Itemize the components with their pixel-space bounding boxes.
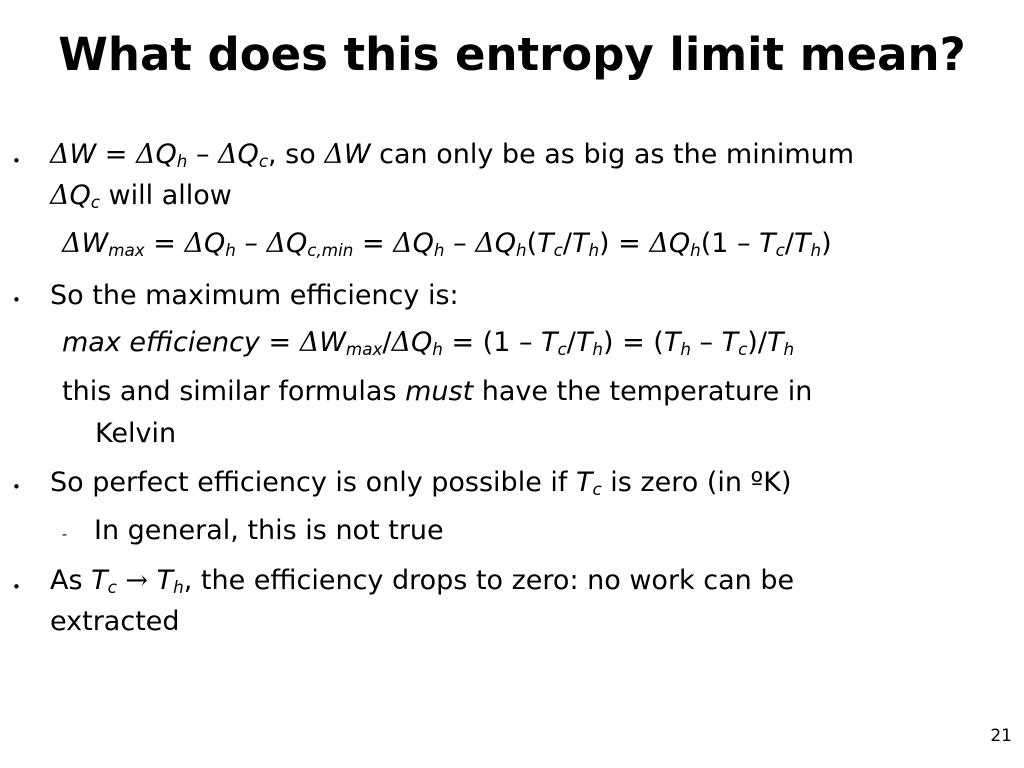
slide-title: What does this entropy limit mean? bbox=[58, 28, 966, 81]
line-efficiency-drops: As $T_c \to T_h$, the efficiency drops to zero: no work can be bbox=[50, 565, 795, 598]
line-similar-formulas: this and similar formulas must have the temperature in bbox=[62, 376, 813, 407]
line-in-general: In general, this is not true bbox=[94, 515, 444, 546]
sub-bullet-dash: - bbox=[62, 527, 68, 543]
bullet-dot: • bbox=[12, 578, 21, 596]
line-work-equation: $\Delta W = \Delta Q_h - \Delta Q_c$, so ΔW can only be as big as the minimum bbox=[50, 139, 855, 172]
line-perfect-efficiency: So perfect efficiency is only possible if $T_c$ is zero (in ºK) bbox=[50, 467, 792, 500]
line-wmax-equation: $\Delta W_{max} = \Delta Q_h - \Delta Q_{c,min} = \Delta Q_h - \Delta Q_h(T_c/T_h) = \Delta Q_h(1 - T_c/T_h)$ bbox=[62, 228, 832, 261]
page-number: 21 bbox=[990, 726, 1012, 746]
bullet-dot: • bbox=[12, 478, 21, 496]
bullet-dot: • bbox=[12, 291, 21, 309]
line-extracted: extracted bbox=[50, 606, 180, 637]
line-so-max-efficiency: So the maximum efficiency is: bbox=[50, 280, 459, 311]
line-kelvin: Kelvin bbox=[95, 418, 177, 449]
line-will-allow: $\Delta Q_c$ will allow bbox=[50, 180, 232, 213]
bullet-dot: • bbox=[12, 152, 21, 170]
line-max-efficiency-formula: max efficiency = $\Delta W_{max}/\Delta Q_h = (1 - T_c/T_h) = (T_h - T_c)/T_h$ bbox=[62, 327, 795, 360]
